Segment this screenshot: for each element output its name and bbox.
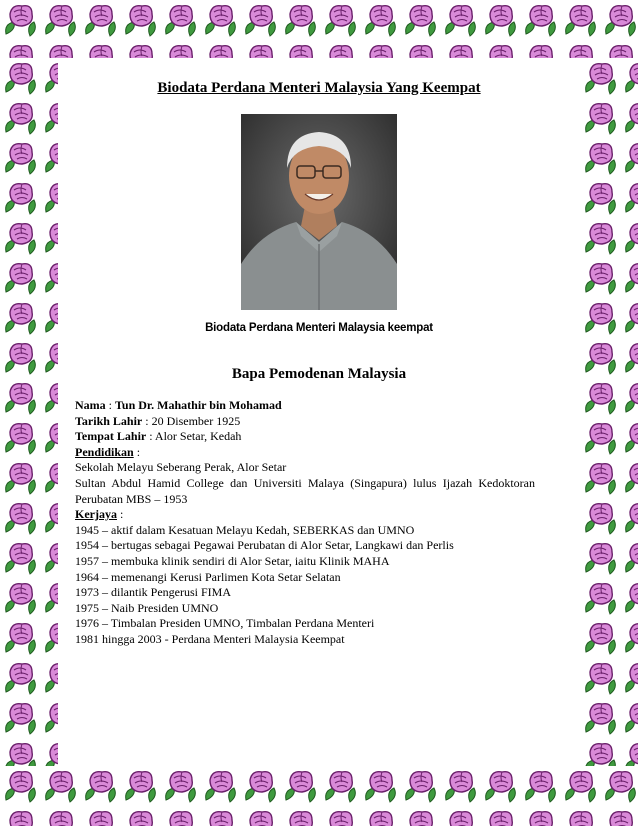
tempat-lahir-value: Alor Setar, Kedah [154,429,242,444]
tarikh-lahir-label: Tarikh Lahir [75,413,143,428]
document-title: Biodata Perdana Menteri Malaysia Yang Keempat [157,80,481,96]
kerjaya-item: 1981 hingga 2003 - Perdana Menteri Malaysia Keempat [75,631,345,646]
nama-label: Nama [75,398,106,412]
flower-border-bottom [0,766,638,826]
kerjaya-item: 1964 – memenangi Kerusi Parlimen Kota Setar Selatan [75,569,341,584]
kerjaya-item: 1954 – bertugas sebagai Pegawai Perubatan di Alor Setar, Langkawi dan Perlis [75,538,454,553]
section-subtitle: Bapa Pemodenan Malaysia [231,366,407,382]
biodata-section [75,398,535,648]
pendidikan-item: Sultan Abdul Hamid College dan Universiti Malaya (Singapura) lulus Ijazah Kedoktoran Perubatan MBS – 1953 [75,475,535,506]
kerjaya-heading: Kerjaya : [75,507,124,522]
kerjaya-item: 1975 – Naib Presiden UMNO [75,600,219,615]
pendidikan-label: Pendidikan [75,444,134,459]
kerjaya-item: 1973 – dilantik Pengerusi FIMA [75,585,231,600]
pendidikan-heading: Pendidikan : [75,444,141,459]
flower-border-right [580,58,638,766]
nama-row: Nama : Tun Dr. Mahathir bin Mohamad [75,398,282,412]
portrait-photo [241,114,397,310]
kerjaya-label: Kerjaya [75,507,117,522]
flower-border-left [0,58,58,766]
tarikh-lahir-row: Tarikh Lahir : 20 Disember 1925 [75,413,241,428]
photo-caption: Biodata Perdana Menteri Malaysia keempat [205,322,433,334]
kerjaya-item: 1945 – aktif dalam Kesatuan Melayu Kedah, SEBERKAS dan UMNO [75,522,415,537]
tarikh-lahir-value: 20 Disember 1925 [151,413,241,428]
tempat-lahir-label: Tempat Lahir [75,429,147,444]
tempat-lahir-row: Tempat Lahir : Alor Setar, Kedah [75,429,242,444]
flower-border-top [0,0,638,58]
kerjaya-item: 1957 – membuka klinik sendiri di Alor Setar, iaitu Klinik MAHA [75,553,390,568]
kerjaya-item: 1976 – Timbalan Presiden UMNO, Timbalan Perdana Menteri [75,616,375,631]
pendidikan-item: Sekolah Melayu Seberang Perak, Alor Setar [75,460,287,475]
nama-value: Tun Dr. Mahathir bin Mohamad [115,398,282,412]
